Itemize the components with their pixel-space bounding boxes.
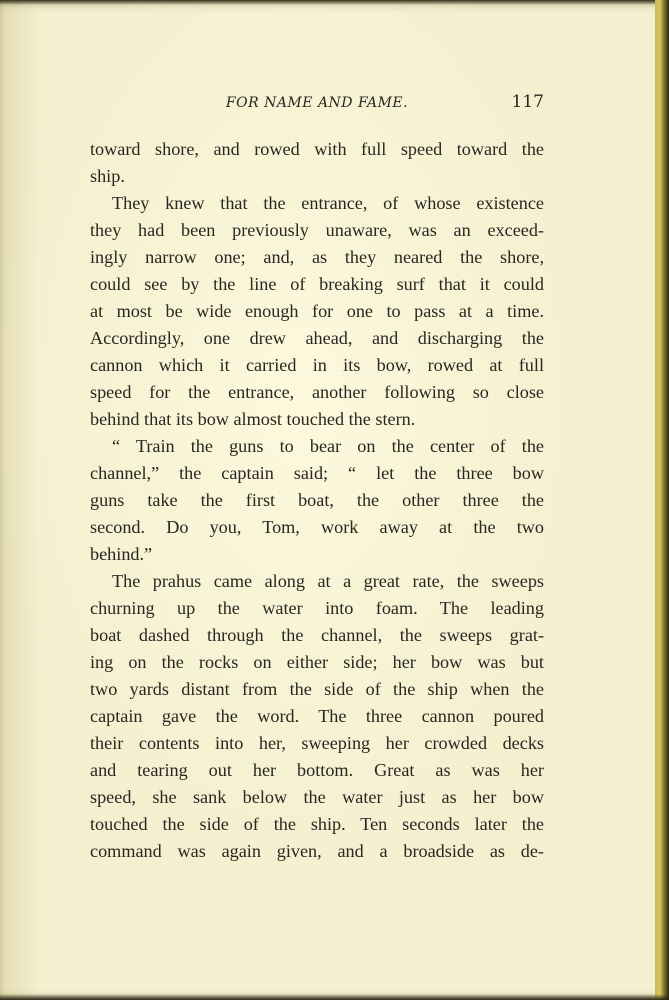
text-line: guns take the first boat, the other three the xyxy=(90,490,544,510)
text-line: speed, she sank below the water just as her bow xyxy=(90,787,544,807)
text-line: speed for the entrance, another following so close xyxy=(90,382,544,402)
text-line: could see by the line of breaking surf that it could xyxy=(90,274,544,294)
text-line: ship. xyxy=(90,166,125,186)
text-line: “ Train the guns to bear on the center of the xyxy=(112,436,544,456)
text-line: their contents into her, sweeping her crowded decks xyxy=(90,733,544,753)
running-head xyxy=(90,92,544,118)
text-line: Accordingly, one drew ahead, and discharging the xyxy=(90,328,544,348)
text-line: two yards distant from the side of the ship when the xyxy=(90,679,544,699)
page-edge-binding xyxy=(655,0,669,1000)
text-line: channel,” the captain said; “ let the three bow xyxy=(90,463,544,483)
text-line: second. Do you, Tom, work away at the two xyxy=(90,517,544,537)
text-line: they had been previously unaware, was an exceed- xyxy=(90,220,544,240)
running-title: FOR NAME AND FAME. xyxy=(225,95,409,111)
text-line: command was again given, and a broadside as de- xyxy=(90,841,544,861)
text-line: toward shore, and rowed with full speed toward the xyxy=(90,139,544,159)
text-line: touched the side of the ship. Ten seconds later the xyxy=(90,814,544,834)
text-line: behind.” xyxy=(90,544,153,564)
text-line: cannon which it carried in its bow, rowed at full xyxy=(90,355,544,375)
text-line: behind that its bow almost touched the stern. xyxy=(90,409,416,429)
text-line: The prahus came along at a great rate, the sweeps xyxy=(112,571,544,591)
body-text xyxy=(90,136,544,865)
page-bottom-shadow xyxy=(0,994,669,1000)
text-line: They knew that the entrance, of whose existence xyxy=(112,193,544,213)
text-line: ing on the rocks on either side; her bow was but xyxy=(90,652,544,672)
text-line: at most be wide enough for one to pass at a time. xyxy=(90,301,544,321)
text-line: boat dashed through the channel, the sweeps grat- xyxy=(90,625,544,645)
page-top-shadow xyxy=(0,0,669,5)
text-line: ingly narrow one; and, as they neared the shore, xyxy=(90,247,544,267)
text-line: captain gave the word. The three cannon poured xyxy=(90,706,544,726)
page-number: 117 xyxy=(511,92,544,112)
text-line: and tearing out her bottom. Great as was her xyxy=(90,760,544,780)
text-line: churning up the water into foam. The leading xyxy=(90,598,544,618)
